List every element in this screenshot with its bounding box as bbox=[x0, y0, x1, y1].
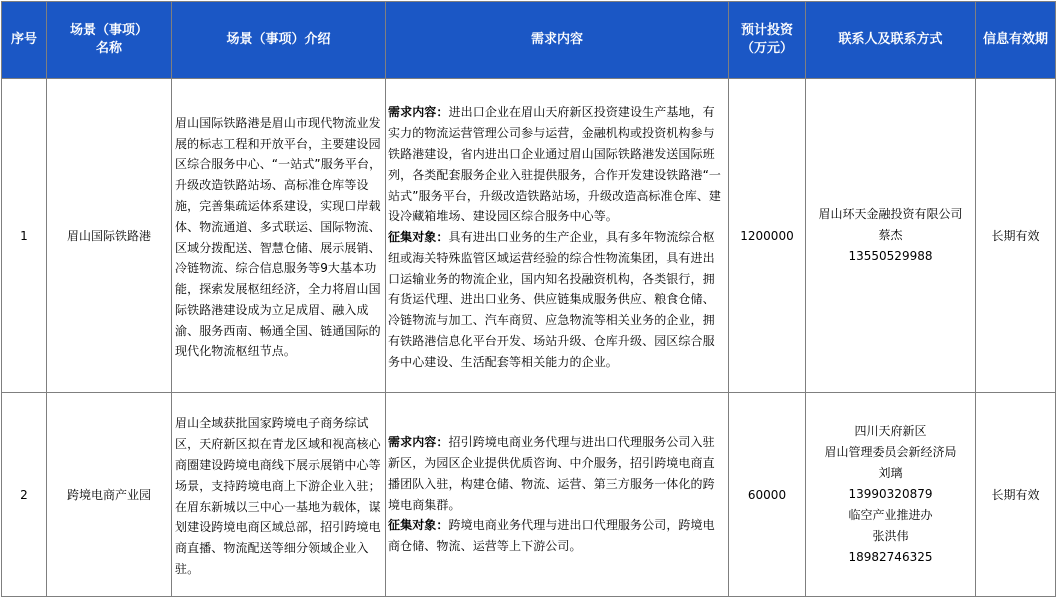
row-investment: 60000 bbox=[729, 393, 806, 597]
contact-line: 临空产业推进办 bbox=[848, 508, 933, 522]
contact-line: 眉山环天金融投资有限公司 bbox=[818, 207, 963, 221]
scenario-table bbox=[1, 1, 1056, 597]
row-name: 跨境电商产业园 bbox=[47, 393, 172, 597]
table-row bbox=[2, 79, 1056, 393]
target-label: 征集对象： bbox=[388, 230, 449, 245]
demand-label: 需求内容： bbox=[388, 105, 449, 120]
contact-line: 刘璃 bbox=[878, 466, 903, 480]
contact-line: 眉山管理委员会新经济局 bbox=[824, 445, 957, 459]
target-text: 具有进出口业务的生产企业，具有多年物流综合枢纽或海关特殊监管区域运营经验的综合性物流集团，具有进出口运输业务的物流企业，国内知名投融资机构，各类银行，拥有货运代理、进出口业务、供应链集成服务供应、粮食仓储、冷链物流与加工、汽车商贸、应急物流等相关业务的企业，拥有铁路港信息化平台开发、场站升级、仓库升级、园区综合服务中心建设、生活配套等相关能力的企业。 bbox=[388, 230, 715, 369]
row-requirement bbox=[386, 393, 729, 597]
header-seq: 序号 bbox=[2, 2, 47, 79]
row-validity: 长期有效 bbox=[976, 79, 1056, 393]
header-row bbox=[2, 2, 1056, 79]
demand-text: 进出口企业在眉山天府新区投资建设生产基地，有实力的物流运营管理公司参与运营，金融机构或投资机构参与铁路港建设，省内进出口企业通过眉山国际铁路港发送国际班列，各类配套服务企业入驻提供服务，合作开发建设铁路港“一站式”服务平台，升级改造铁路站场，升级改造高标准仓库、建设冷藏箱堆场、建设园区综合服务中心等。 bbox=[388, 105, 722, 224]
header-investment-label: 预计投资（万元） bbox=[740, 23, 793, 56]
header-investment bbox=[729, 2, 806, 79]
header-requirement: 需求内容 bbox=[386, 2, 729, 79]
header-name-label: 场景（事项）名称 bbox=[69, 23, 148, 56]
row-intro: 眉山国际铁路港是眉山市现代物流业发展的标志工程和开放平台，主要建设园区综合服务中心、“一站式”服务平台，升级改造铁路站场、高标准仓库等设施，完善集疏运体系建设，实现口岸载体、物流通道、多式联运、国际物流、区域分拨配送、智慧仓储、展示展销、冷链物流、综合信息服务等9大基本功能，探索发展枢纽经济，全力将眉山国际铁路港建设成为立足成眉、融入成渝、服务西南、畅通全国、链通国际的现代化物流枢纽节点。 bbox=[172, 79, 386, 393]
row-contact bbox=[806, 393, 976, 597]
contact-line: 蔡杰 bbox=[878, 228, 903, 242]
row-validity: 长期有效 bbox=[976, 393, 1056, 597]
contact-line: 四川天府新区 bbox=[854, 424, 927, 438]
contact-line: 18982746325 bbox=[848, 550, 933, 564]
contact-line: 13550529988 bbox=[848, 249, 933, 263]
row-intro: 眉山全域获批国家跨境电子商务综试区，天府新区拟在青龙区域和视高核心商圈建设跨境电商线下展示展销中心等场景，支持跨境电商上下游企业入驻；在眉东新城以三中心一基地为载体，谋划建设跨境电商区域总部，招引跨境电商直播、物流配送等细分领域企业入驻。 bbox=[172, 393, 386, 597]
row-requirement bbox=[386, 79, 729, 393]
header-validity: 信息有效期 bbox=[976, 2, 1056, 79]
header-intro: 场景（事项）介绍 bbox=[172, 2, 386, 79]
target-label: 征集对象： bbox=[388, 518, 449, 533]
table-row bbox=[2, 393, 1056, 597]
row-name: 眉山国际铁路港 bbox=[47, 79, 172, 393]
contact-line: 13990320879 bbox=[848, 487, 933, 501]
demand-text: 招引跨境电商业务代理与进出口代理服务公司入驻新区，为园区企业提供优质咨询、中介服务，招引跨境电商直播团队入驻，构建仓储、物流、运营、第三方服务一体化的跨境电商集群。 bbox=[388, 435, 715, 512]
row-contact bbox=[806, 79, 976, 393]
row-seq: 2 bbox=[2, 393, 47, 597]
header-contact: 联系人及联系方式 bbox=[806, 2, 976, 79]
header-name bbox=[47, 2, 172, 79]
demand-label: 需求内容： bbox=[388, 435, 449, 450]
row-investment: 1200000 bbox=[729, 79, 806, 393]
target-text: 跨境电商业务代理与进出口代理服务公司，跨境电商仓储、物流、运营等上下游公司。 bbox=[388, 518, 715, 554]
contact-line: 张洪伟 bbox=[872, 529, 909, 543]
row-seq: 1 bbox=[2, 79, 47, 393]
